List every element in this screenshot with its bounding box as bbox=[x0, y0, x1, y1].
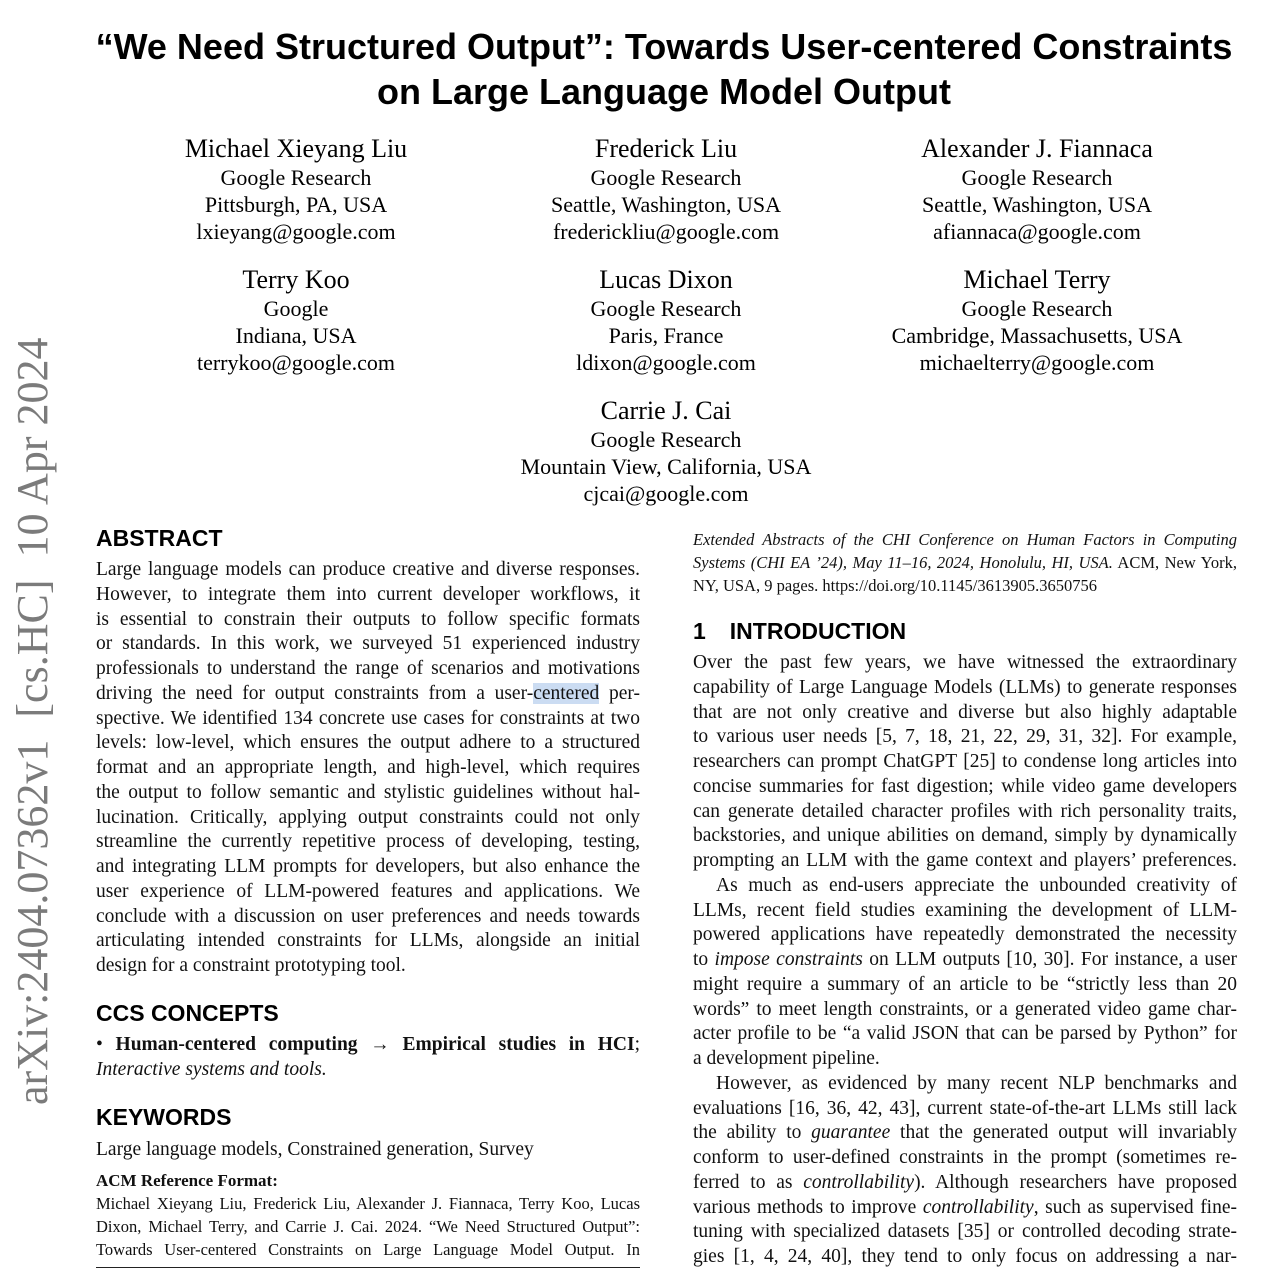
section-number: 1 bbox=[693, 618, 706, 644]
author-email[interactable]: cjcai@google.com bbox=[583, 481, 749, 506]
abstract-line: design for a constraint prototyping tool. bbox=[96, 955, 406, 976]
author-card bbox=[96, 265, 496, 376]
reference-line: Towards User-centered Constraints on Large Language Model Output. In bbox=[96, 1240, 640, 1259]
intro-line: might require a summary of an article to be “strictly less than 20 bbox=[693, 973, 1237, 995]
author-email[interactable]: michaelterry@google.com bbox=[919, 350, 1155, 375]
author-affiliation: Google Research bbox=[590, 296, 742, 321]
intro-line: can generate detailed character profiles with rich personality traits, bbox=[693, 800, 1237, 822]
abstract-line: levels: low-level, which ensures the output adhere to a structured bbox=[96, 732, 640, 754]
bullet: • bbox=[96, 1034, 116, 1055]
intro-line: words” to meet length constraints, or a generated video game char- bbox=[693, 998, 1237, 1020]
author-email[interactable]: frederickliu@google.com bbox=[552, 219, 780, 244]
author-name: Frederick Liu bbox=[594, 134, 738, 163]
author-card bbox=[466, 134, 866, 245]
abstract-line: the output to follow semantic and stylistic guidelines without hal- bbox=[96, 781, 640, 803]
acm-reference-heading: ACM Reference Format: bbox=[96, 1171, 278, 1190]
ccs-heading: CCS CONCEPTS bbox=[96, 1000, 279, 1026]
title-line: on Large Language Model Output bbox=[377, 71, 951, 112]
abstract-line: However, to integrate them into current developer workflows, it bbox=[96, 583, 640, 605]
intro-text: , such as supervised fine- bbox=[1033, 1196, 1238, 1218]
abstract-body bbox=[96, 558, 640, 979]
ccs-separator: ; bbox=[634, 1034, 640, 1055]
arxiv-stamp: arXiv:2404.07362v1 [cs.HC] 10 Apr 2024 bbox=[8, 337, 57, 1105]
author-location: Pittsburgh, PA, USA bbox=[204, 192, 388, 217]
intro-text: on LLM outputs [10, 30]. For instance, a user bbox=[862, 949, 1238, 970]
intro-emphasis: guarantee bbox=[811, 1122, 891, 1144]
acm-reference bbox=[96, 1192, 640, 1261]
reference-line bbox=[693, 574, 1237, 597]
abstract-line: format and an appropriate length, and high-level, which requires bbox=[96, 757, 640, 778]
acm-reference-continued bbox=[693, 528, 1237, 597]
intro-line: As much as end-users appreciate the unbounded creativity of bbox=[716, 874, 1237, 896]
intro-line: evaluations [16, 36, 42, 43], current state-of-the-art LLMs still lack bbox=[693, 1097, 1237, 1119]
author-email[interactable]: lxieyang@google.com bbox=[196, 219, 396, 244]
author-name: Carrie J. Cai bbox=[600, 396, 732, 425]
intro-line: conform to user-defined constraints in the prompt (sometimes re- bbox=[693, 1147, 1237, 1168]
abstract-line: streamline the currently repetitive process of developing, testing, bbox=[96, 831, 640, 853]
abstract-line bbox=[96, 682, 640, 707]
keywords-heading: KEYWORDS bbox=[96, 1104, 232, 1130]
intro-text: various methods to improve bbox=[693, 1196, 923, 1218]
intro-emphasis: impose constraints bbox=[714, 949, 863, 970]
intro-line bbox=[693, 948, 1237, 973]
author-name: Alexander J. Fiannaca bbox=[921, 134, 1153, 163]
abstract-text: driving the need for output constraints from a user- bbox=[96, 682, 534, 704]
intro-line: gies [1, 4, 24, 40], they tend to only focus on addressing a nar- bbox=[693, 1246, 1237, 1267]
ccs-concepts bbox=[96, 1033, 640, 1083]
author-affiliation: Google Research bbox=[590, 165, 742, 190]
intro-line: a development pipeline. bbox=[693, 1048, 880, 1069]
intro-line bbox=[693, 1196, 1237, 1221]
selected-text-highlight: centered bbox=[533, 682, 600, 704]
intro-line bbox=[693, 1171, 1237, 1196]
abstract-line: articulating intended constraints for LLMs, alongside an initial bbox=[96, 930, 640, 952]
ccs-subconcept: Interactive systems and tools. bbox=[96, 1058, 327, 1080]
author-location: Indiana, USA bbox=[235, 323, 357, 348]
reference-details: NY, USA, 9 pages. bbox=[693, 576, 823, 595]
intro-emphasis: controllability bbox=[803, 1171, 915, 1193]
author-affiliation: Google Research bbox=[961, 165, 1113, 190]
intro-text: ferred to as bbox=[693, 1171, 804, 1193]
author-affiliation: Google Research bbox=[220, 165, 372, 190]
intro-line: acter profile to be “a valid JSON that can be parsed by Python” for bbox=[693, 1023, 1237, 1045]
reference-line bbox=[693, 551, 1237, 574]
abstract-line: and integrating LLM prompts for developers, but also enhance the bbox=[96, 856, 640, 877]
author-location: Seattle, Washington, USA bbox=[921, 192, 1153, 217]
intro-line: capability of Large Language Models (LLMs) to generate responses bbox=[693, 676, 1237, 698]
author-location: Mountain View, California, USA bbox=[520, 454, 812, 479]
intro-text: that the generated output will invariably bbox=[890, 1122, 1238, 1144]
intro-line: that are not only creative and diverse but also highly adaptable bbox=[693, 701, 1237, 723]
intro-line: researchers can prompt ChatGPT [25] to condense long articles into bbox=[693, 751, 1237, 772]
author-email[interactable]: terrykoo@google.com bbox=[196, 350, 396, 375]
abstract-line: spective. We identified 134 concrete use cases for constraints at two bbox=[96, 707, 640, 729]
section-title: INTRODUCTION bbox=[729, 618, 907, 644]
abstract-line: is essential to constrain their outputs to follow specific formats bbox=[96, 608, 641, 630]
intro-line: prompting an LLM with the game context and players’ preferences. bbox=[693, 850, 1237, 871]
author-location: Seattle, Washington, USA bbox=[550, 192, 782, 217]
reference-publisher: ACM, New York, bbox=[1112, 553, 1237, 572]
author-card bbox=[837, 134, 1237, 245]
title-line: “We Need Structured Output”: Towards User-centered Constraints bbox=[95, 26, 1233, 67]
abstract-line: or standards. In this work, we surveyed 51 experienced industry bbox=[96, 633, 640, 655]
author-email[interactable]: ldixon@google.com bbox=[576, 350, 756, 375]
intro-line: LLMs, recent field studies examining the development of LLM- bbox=[693, 899, 1238, 921]
paper-title bbox=[48, 24, 1280, 114]
author-name: Terry Koo bbox=[242, 265, 350, 294]
intro-line: concise summaries for fast digestion; while video game developers bbox=[693, 775, 1237, 797]
keywords bbox=[96, 1138, 640, 1163]
abstract-text: per- bbox=[599, 682, 640, 704]
ccs-concept: Human-centered computing → Empirical studies in HCI bbox=[115, 1034, 635, 1055]
author-card bbox=[837, 265, 1237, 376]
author-location: Cambridge, Massachusetts, USA bbox=[891, 323, 1183, 348]
reference-line: Michael Xieyang Liu, Frederick Liu, Alexander J. Fiannaca, Terry Koo, Lucas bbox=[96, 1194, 640, 1213]
intro-text: the ability to bbox=[693, 1122, 812, 1144]
introduction-heading bbox=[693, 618, 906, 644]
intro-line: backstories, and unique abilities on demand, simply by dynamically bbox=[693, 825, 1237, 847]
author-affiliation: Google Research bbox=[961, 296, 1113, 321]
author-affiliation: Google bbox=[263, 296, 329, 321]
author-card bbox=[466, 396, 866, 507]
abstract-line: Large language models can produce creative and diverse responses. bbox=[96, 559, 640, 580]
author-email[interactable]: afiannaca@google.com bbox=[933, 219, 1141, 244]
intro-text: ). Although researchers have proposed bbox=[914, 1171, 1237, 1193]
ccs-line bbox=[96, 1033, 640, 1058]
abstract-heading: ABSTRACT bbox=[96, 525, 223, 551]
introduction-body bbox=[693, 651, 1237, 1270]
keywords-text: Large language models, Constrained generation, Survey bbox=[96, 1139, 534, 1160]
abstract-line: lucination. Critically, applying output constraints could not only bbox=[96, 806, 640, 828]
intro-emphasis: controllability bbox=[922, 1196, 1034, 1218]
abstract-line: conclude with a discussion on user preferences and needs towards bbox=[96, 905, 640, 927]
author-name: Michael Terry bbox=[963, 265, 1111, 294]
author-card bbox=[96, 134, 496, 245]
reference-line: Dixon, Michael Terry, and Carrie J. Cai. 2024. “We Need Structured Output”: bbox=[96, 1217, 640, 1236]
intro-line bbox=[693, 1121, 1237, 1146]
reference-venue: Systems (CHI EA ’24), May 11–16, 2024, Honolulu, HI, USA. bbox=[693, 553, 1113, 572]
abstract-line: user experience of LLM-powered features and applications. We bbox=[96, 880, 640, 902]
author-location: Paris, France bbox=[608, 323, 724, 348]
intro-line: to various user needs [5, 7, 18, 21, 22, 29, 31, 32]. For example, bbox=[693, 726, 1237, 748]
abstract-line: professionals to understand the range of scenarios and motivations bbox=[96, 658, 640, 679]
author-card bbox=[466, 265, 866, 376]
intro-line: However, as evidenced by many recent NLP benchmarks and bbox=[716, 1072, 1237, 1094]
intro-line: Over the past few years, we have witnessed the extraordinary bbox=[693, 652, 1237, 673]
intro-line: powered applications have repeatedly demonstrated the necessity bbox=[693, 924, 1237, 946]
reference-line: Extended Abstracts of the CHI Conference on Human Factors in Computing bbox=[693, 530, 1237, 549]
doi-link[interactable]: https://doi.org/10.1145/3613905.3650756 bbox=[822, 576, 1097, 595]
intro-text: to bbox=[693, 949, 715, 970]
author-name: Michael Xieyang Liu bbox=[184, 134, 408, 163]
author-affiliation: Google Research bbox=[590, 427, 742, 452]
author-name: Lucas Dixon bbox=[599, 265, 733, 294]
intro-line: tuning with specialized datasets [35] or controlled decoding strate- bbox=[693, 1221, 1237, 1243]
footnote-rule bbox=[96, 1267, 640, 1268]
